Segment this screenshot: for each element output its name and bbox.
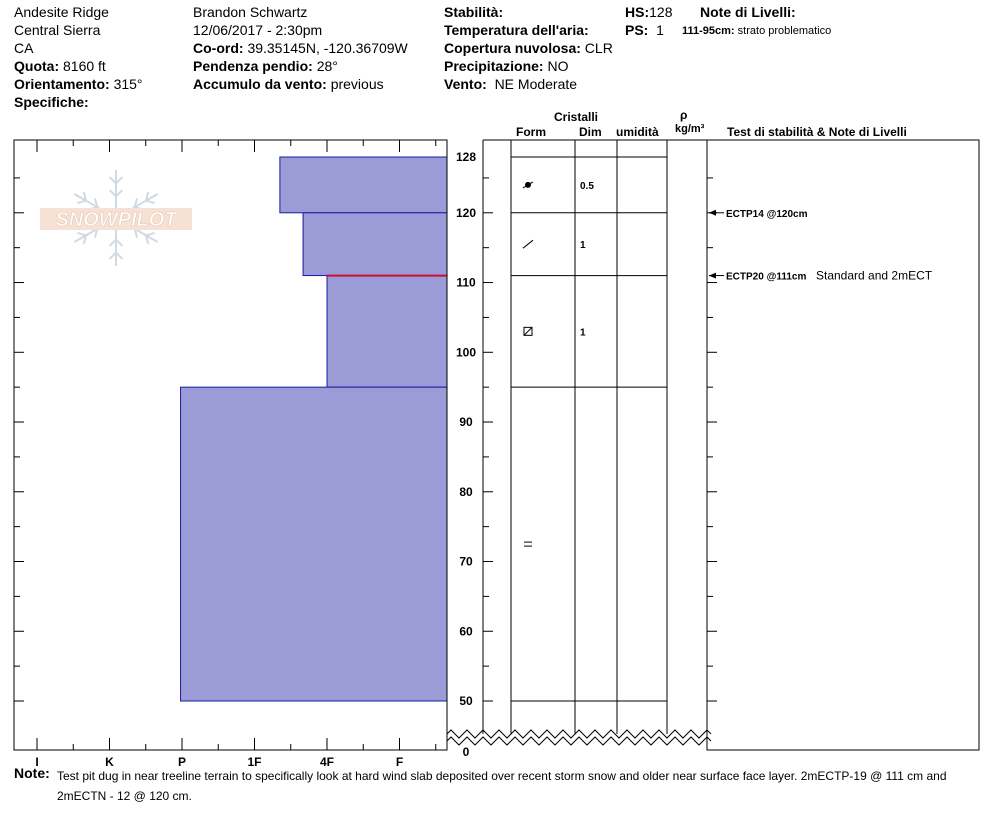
depth-tick-label: 60	[459, 624, 473, 639]
test-arrow-head	[709, 210, 716, 216]
hardness-tick-label: I	[35, 755, 39, 769]
layer-bar-3	[181, 387, 447, 701]
precip-value: NO	[547, 58, 569, 74]
hs-label: HS:	[625, 4, 650, 20]
crystal-form-slash-icon	[523, 240, 533, 248]
test-code-label: ECTP20 @111cm	[726, 271, 807, 283]
observation-datetime: 12/06/2017 - 2:30pm	[193, 22, 323, 38]
wind-load-value: previous	[330, 76, 384, 92]
layer-bar-0	[280, 157, 447, 213]
tests-header: Test di stabilità & Note di Livelli	[727, 125, 907, 139]
coord-value: 39.35145N, -120.36709W	[247, 40, 408, 56]
depth-tick-label: 0	[462, 745, 470, 759]
coord-label: Co-ord:	[193, 40, 244, 56]
crystal-form-snowflake-icon	[523, 182, 533, 188]
tests-frame	[707, 140, 979, 750]
cloud-label: Copertura nuvolosa:	[444, 40, 581, 56]
hardness-tick-label: 1F	[247, 755, 262, 769]
depth-tick-label: 128	[455, 150, 477, 164]
form-header: Form	[516, 125, 546, 139]
size-header: Dim	[579, 125, 602, 139]
depth-tick-label: 70	[459, 554, 473, 569]
slope-label: Pendenza pendio:	[193, 58, 313, 74]
snowpilot-logo	[40, 170, 192, 266]
slope-value: 28°	[316, 58, 338, 74]
axis-break-line	[447, 737, 711, 745]
hardness-tick-label: F	[395, 755, 404, 769]
depth-tick-label: 100	[455, 345, 477, 360]
test-code-label: ECTP14 @120cm	[726, 208, 808, 220]
layer-bar-1	[303, 213, 447, 276]
wind-load-label: Accumulo da vento:	[193, 76, 327, 92]
layer-notes-label: Note di Livelli:	[700, 4, 796, 20]
location-name: Andesite Ridge	[14, 4, 109, 20]
hardness-tick-label: K	[105, 755, 114, 769]
rho-header: ρ	[680, 108, 688, 122]
mountain-range: Central Sierra	[14, 22, 101, 38]
test-arrow-head	[709, 273, 716, 279]
aspect-label: Orientamento:	[14, 76, 110, 92]
crystal-size-label: 1	[580, 327, 586, 339]
depth-tick-label: 90	[459, 415, 473, 430]
ps-label: PS:	[625, 22, 649, 38]
crystal-form-equals-icon	[524, 542, 532, 546]
layer-note-range: 111-95cm:	[682, 25, 735, 37]
note-text: Test pit dug in near treeline terrain to specifically look at hard wind slab deposited over recent storm snow and older near surface face layer. 2mECTP-19 @ 111 cm and 2mECTN - 12 @ 120 cm.	[57, 769, 947, 803]
depth-tick-label: 110	[456, 275, 476, 290]
state: CA	[14, 40, 34, 56]
ps-value: 1	[656, 22, 664, 38]
depth-tick-label: 80	[459, 484, 473, 499]
elevation-label: Quota:	[14, 58, 60, 74]
note-label: Note:	[14, 765, 50, 781]
crystal-size-label: 0.5	[580, 180, 594, 192]
logo-text: SNOWPILOT	[55, 209, 177, 231]
cloud-value: CLR	[584, 40, 613, 56]
crystal-size-label: 1	[580, 240, 586, 252]
crystals-header: Cristalli	[554, 110, 599, 124]
wind-label: Vento:	[444, 76, 487, 92]
elevation-value: 8160 ft	[63, 58, 106, 74]
wind-value: NE Moderate	[494, 76, 578, 92]
aspect-value: 315°	[113, 76, 143, 92]
specifics-label: Specifiche:	[14, 94, 89, 110]
test-note-label: Standard and 2mECT	[816, 268, 933, 283]
depth-tick-label: 50	[459, 694, 473, 708]
crystal-form-square-x-icon	[524, 327, 532, 335]
hardness-tick-label: 4F	[319, 755, 335, 769]
layer-note-text: strato problematico	[737, 25, 832, 37]
stability-label: Stabilità:	[444, 4, 504, 20]
moisture-header: umidità	[616, 125, 659, 139]
layer-bar-2	[327, 276, 447, 388]
density-unit-header: kg/m³	[675, 123, 705, 135]
precip-label: Precipitazione:	[444, 58, 544, 74]
air-temp-label: Temperatura dell'aria:	[444, 22, 589, 38]
hs-value: 128	[649, 4, 673, 20]
observer-name: Brandon Schwartz	[193, 4, 308, 20]
hardness-tick-label: P	[177, 755, 187, 769]
depth-tick-label: 120	[455, 205, 477, 220]
